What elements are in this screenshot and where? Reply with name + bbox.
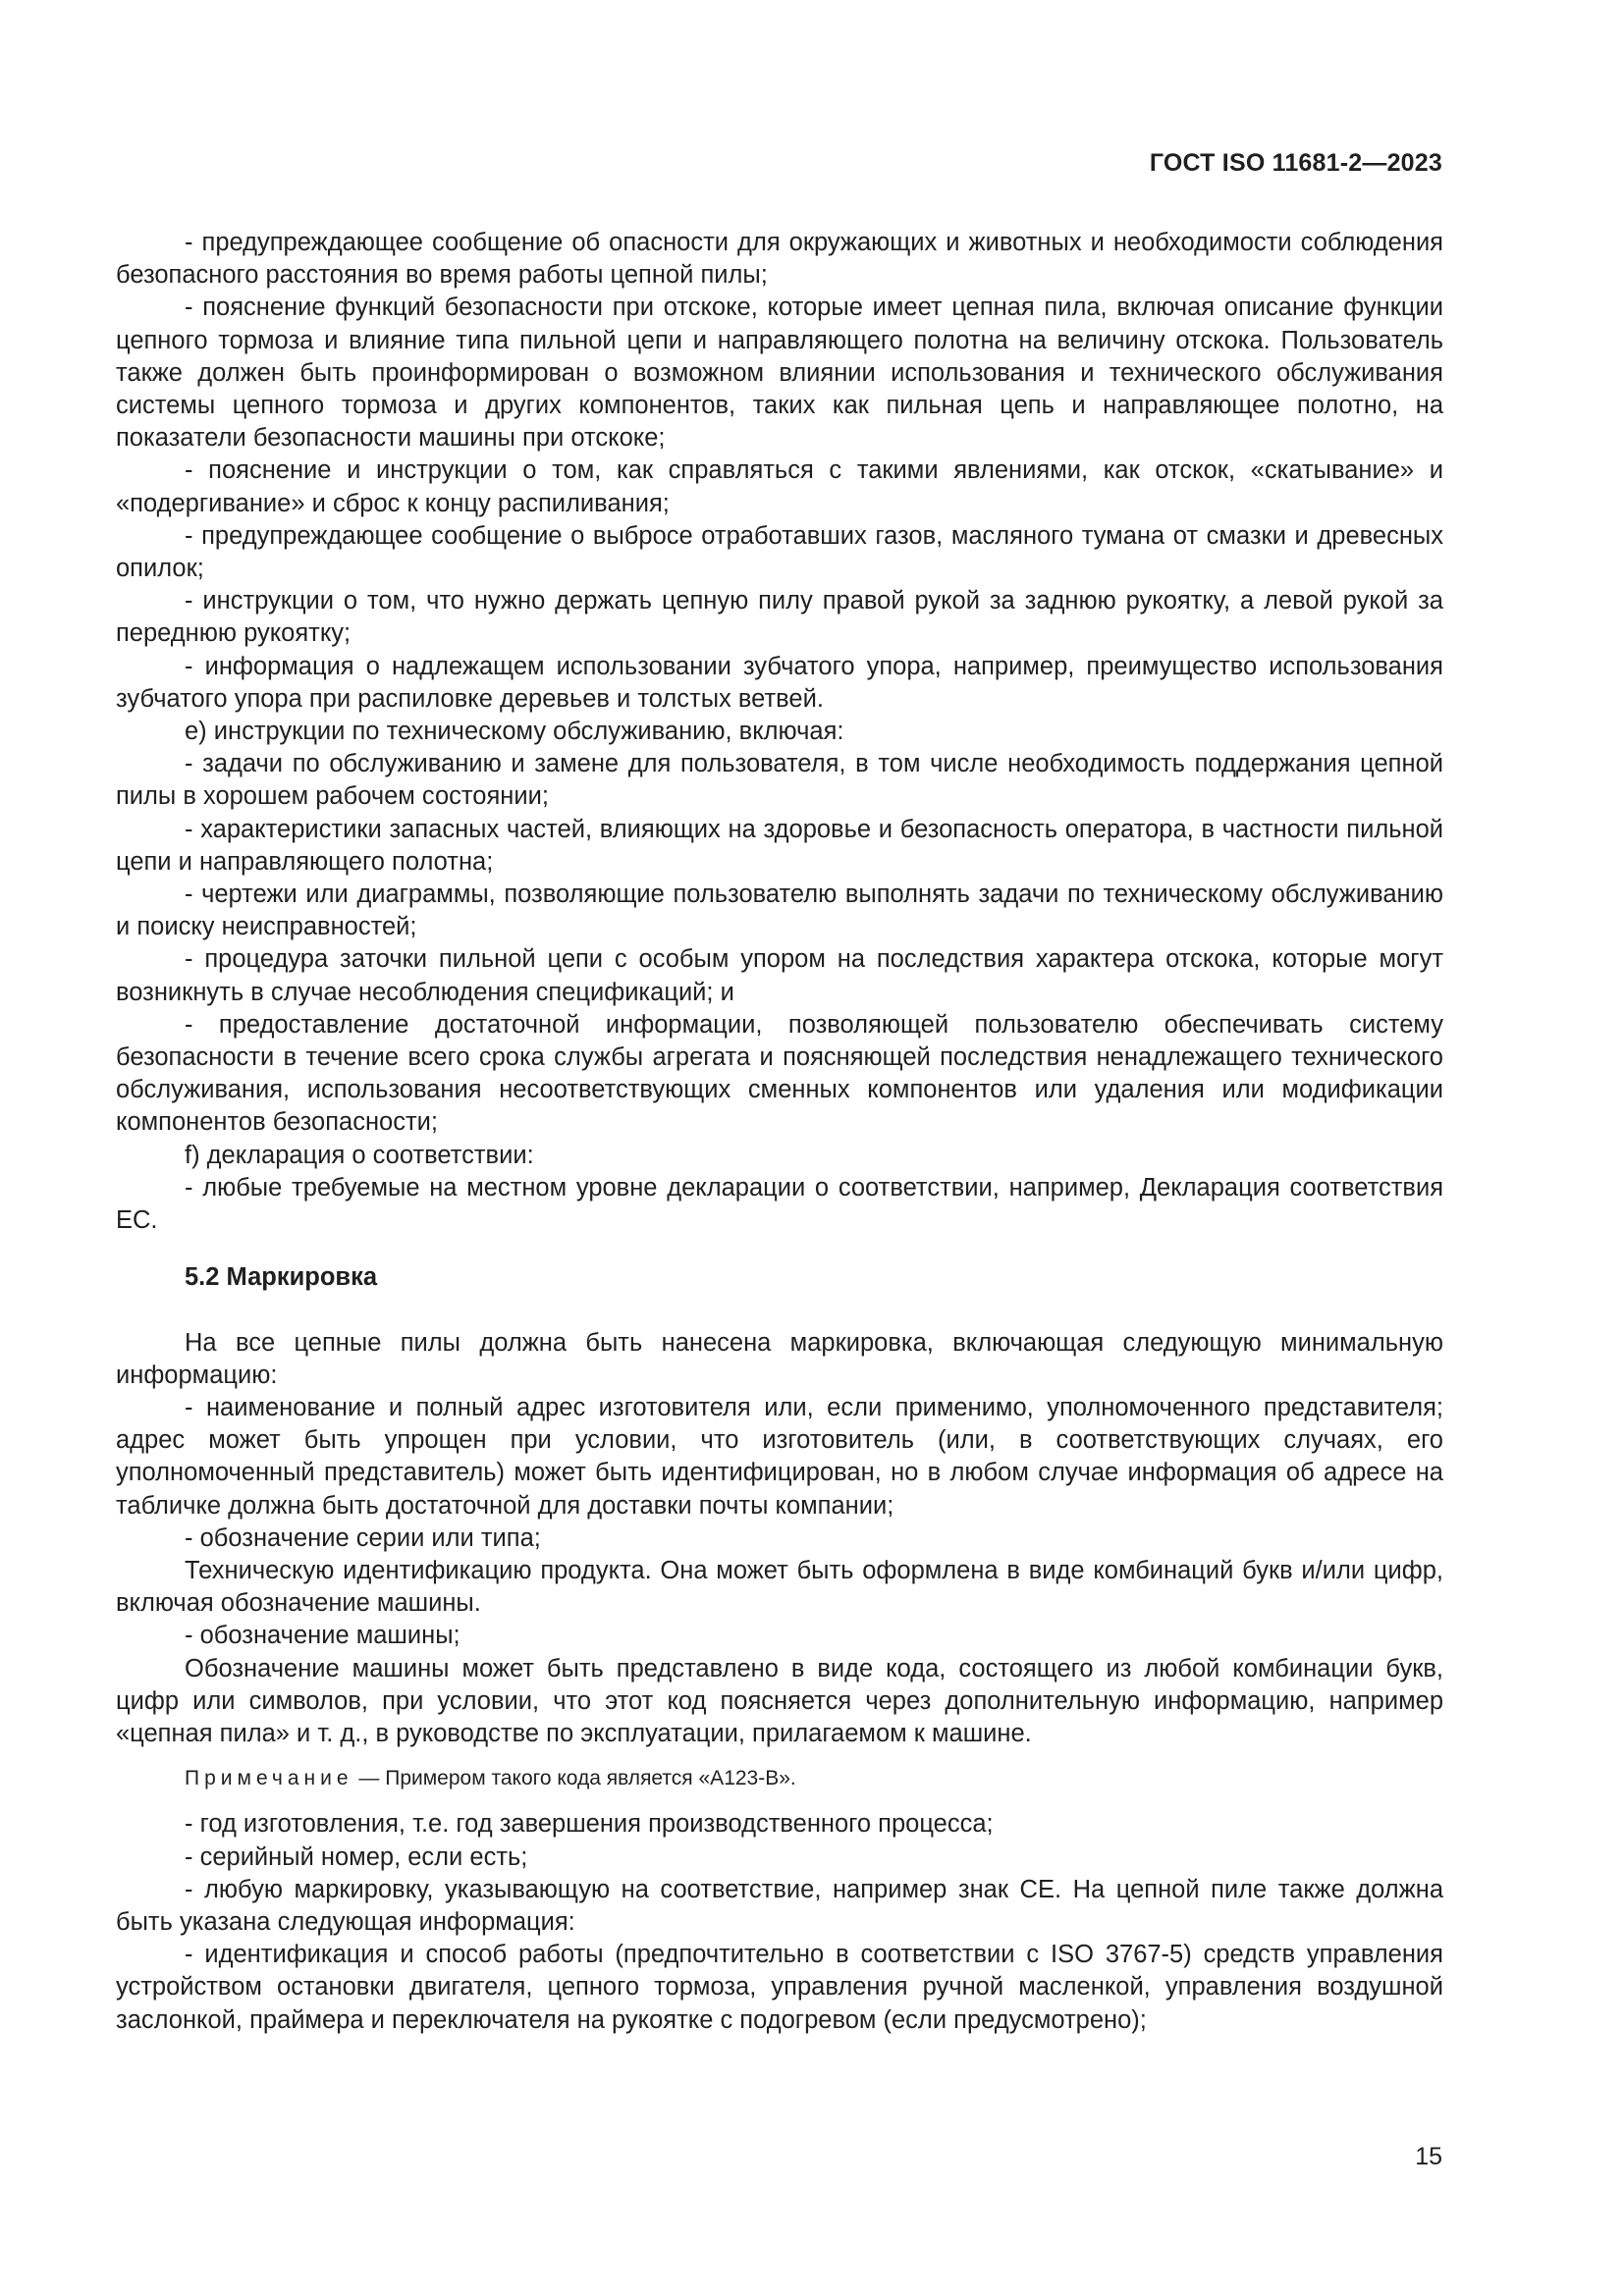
note [116,1762,1443,1794]
list-item-f: f) декларация о соответствии: [185,1141,534,1169]
standard-designation: ГОСТ ISO 11681-2—2023 [1149,149,1442,177]
body-paragraph: - серийный номер, если есть; [185,1842,528,1871]
body-paragraph: Техническую идентификацию продукта. Она может быть оформлена в виде комбинаций букв и/или цифр, включая обозначение машины. [116,1556,1443,1618]
section-heading: 5.2 Маркировка [185,1263,378,1292]
body-paragraph: - пояснение и инструкции о том, как справляться с такими явлениями, как отскок, «скатывание» и «подергивание» и сброс к концу распиливания; [116,456,1443,517]
note-label: Примечание [185,1767,353,1790]
body-paragraph: - информация о надлежащем использовании зубчатого упора, например, преимущество использования зубчатого упора при распиловке деревьев и толстых ветвей. [116,652,1443,713]
body-paragraph: - обозначение машины; [185,1622,460,1650]
page-content [116,227,1443,2037]
body-paragraph: - пояснение функций безопасности при отскоке, которые имеет цепная пила, включая описание функции цепного тормоза и влияние типа пильной цепи и направляющего полотна на величину отскока. Пользователь также должен быть проинформирован о возможном влиянии использования и технического обслуживания системы цепного тормоза и других компонентов, таких как пильная цепь и направляющее полотно, на показатели безопасности машины при отскоке; [116,294,1443,453]
body-paragraph: - инструкции о том, что нужно держать цепную пилу правой рукой за заднюю рукоятку, а левой рукой за переднюю рукоятку; [116,587,1443,648]
body-paragraph: - характеристики запасных частей, влияющих на здоровье и безопасность оператора, в частности пильной цепи и направляющего полотна; [116,815,1443,876]
body-paragraph: - любые требуемые на местном уровне декларации о соответствии, например, Декларация соответствия ЕС. [116,1173,1443,1235]
list-item-e: e) инструкции по техническому обслуживанию, включая: [185,718,844,746]
page-number: 15 [1415,2143,1442,2170]
body-paragraph: - обозначение серии или типа; [185,1523,541,1552]
body-paragraph: - наименование и полный адрес изготовителя или, если применимо, уполномоченного представителя; адрес может быть упрощен при условии, что изготовитель (или, в соответствующих случаях, его уполномоченный представитель) может быть идентифицирован, но в любом случае информация об адресе на табличке должна быть достаточной для доставки почты компании; [116,1393,1443,1520]
body-paragraph: - процедура заточки пильной цепи с особым упором на последствия характера отскока, которые могут возникнуть в случае несоблюдения спецификаций; и [116,945,1443,1006]
body-paragraph: - любую маркировку, указывающую на соответствие, например знак СЕ. На цепной пиле также должна быть указана следующая информация: [116,1875,1443,1936]
body-paragraph: - предупреждающее сообщение о выбросе отработавших газов, масляного тумана от смазки и древесных опилок; [116,521,1443,583]
body-paragraph: - предупреждающее сообщение об опасности для окружающих и животных и необходимости соблюдения безопасного расстояния во время работы цепной пилы; [116,229,1443,290]
note-text: — Примером такого кода является «А123-В». [352,1767,796,1790]
body-paragraph: Обозначение машины может быть представлено в виде кода, состоящего из любой комбинации букв, цифр или символов, при условии, что этот код поясняется через дополнительную информацию, например «цепная пила» и т. д., в руководстве по эксплуатации, прилагаемом к машине. [116,1654,1443,1747]
body-paragraph: - идентификация и способ работы (предпочтительно в соответствии с ISO 3767-5) средств управления устройством остановки двигателя, цепного тормоза, управления ручной масленкой, управления воздушной заслонкой, праймера и переключателя на рукоятке с подогревом (если предусмотрено); [116,1941,1443,2034]
body-paragraph: - год изготовления, т.е. год завершения производственного процесса; [185,1810,994,1839]
body-paragraph: - чертежи или диаграммы, позволяющие пользователю выполнять задачи по техническому обслуживанию и поиску неисправностей; [116,881,1443,941]
body-paragraph: На все цепные пилы должна быть нанесена маркировка, включающая следующую минимальную информацию: [116,1328,1443,1389]
body-paragraph: - предоставление достаточной информации, позволяющей пользователю обеспечивать систему безопасности в течение всего срока службы агрегата и поясняющей последствия ненадлежащего технического обслуживания, использования несоответствующих сменных компонентов или удаления или модификации компонентов безопасности; [116,1010,1443,1137]
body-paragraph: - задачи по обслуживанию и замене для пользователя, в том числе необходимость поддержания цепной пилы в хорошем рабочем состоянии; [116,750,1443,811]
